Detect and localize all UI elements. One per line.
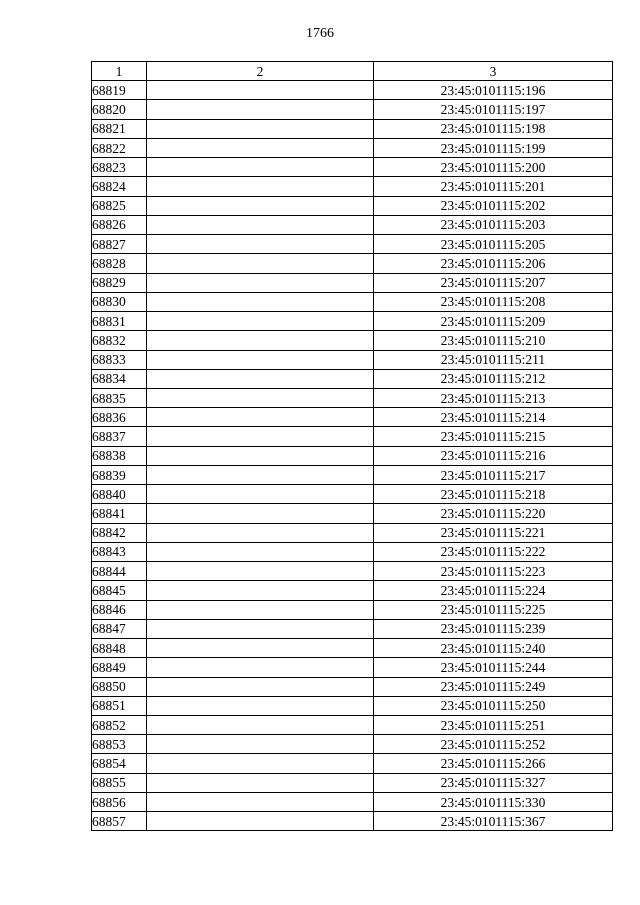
cell-column-2 [147, 542, 374, 561]
cell-cadastral-number: 23:45:0101115:202 [374, 196, 613, 215]
table-row [92, 119, 613, 138]
cell-number: 68825 [92, 196, 147, 215]
cell-column-2 [147, 523, 374, 542]
cell-column-2 [147, 812, 374, 831]
cell-number: 68855 [92, 773, 147, 792]
cell-number: 68830 [92, 292, 147, 311]
column-header-3: 3 [374, 62, 613, 81]
cell-cadastral-number: 23:45:0101115:252 [374, 735, 613, 754]
cell-cadastral-number: 23:45:0101115:217 [374, 465, 613, 484]
data-table [91, 61, 613, 831]
cell-number: 68833 [92, 350, 147, 369]
cell-column-2 [147, 369, 374, 388]
cell-number: 68841 [92, 504, 147, 523]
table-row [92, 292, 613, 311]
table-row [92, 215, 613, 234]
cell-number: 68853 [92, 735, 147, 754]
table-row [92, 812, 613, 831]
cell-column-2 [147, 792, 374, 811]
cell-number: 68837 [92, 427, 147, 446]
cell-cadastral-number: 23:45:0101115:215 [374, 427, 613, 446]
cell-number: 68852 [92, 715, 147, 734]
table-row [92, 600, 613, 619]
cell-column-2 [147, 735, 374, 754]
cell-column-2 [147, 196, 374, 215]
table-row [92, 312, 613, 331]
cell-cadastral-number: 23:45:0101115:250 [374, 696, 613, 715]
cell-column-2 [147, 331, 374, 350]
cell-cadastral-number: 23:45:0101115:222 [374, 542, 613, 561]
cell-column-2 [147, 619, 374, 638]
cell-number: 68821 [92, 119, 147, 138]
cell-cadastral-number: 23:45:0101115:205 [374, 235, 613, 254]
table-row [92, 504, 613, 523]
cell-cadastral-number: 23:45:0101115:330 [374, 792, 613, 811]
table-header [92, 62, 613, 81]
table-row [92, 388, 613, 407]
cell-column-2 [147, 465, 374, 484]
cell-cadastral-number: 23:45:0101115:266 [374, 754, 613, 773]
cell-number: 68857 [92, 812, 147, 831]
table-row [92, 542, 613, 561]
cell-column-2 [147, 427, 374, 446]
cell-cadastral-number: 23:45:0101115:244 [374, 658, 613, 677]
column-header-2: 2 [147, 62, 374, 81]
cell-cadastral-number: 23:45:0101115:196 [374, 81, 613, 100]
cell-column-2 [147, 177, 374, 196]
cell-number: 68836 [92, 408, 147, 427]
cell-cadastral-number: 23:45:0101115:216 [374, 446, 613, 465]
table-row [92, 408, 613, 427]
cell-cadastral-number: 23:45:0101115:210 [374, 331, 613, 350]
cell-column-2 [147, 408, 374, 427]
table-row [92, 523, 613, 542]
cell-number: 68828 [92, 254, 147, 273]
cell-column-2 [147, 138, 374, 157]
cell-cadastral-number: 23:45:0101115:367 [374, 812, 613, 831]
column-header-1: 1 [92, 62, 147, 81]
cell-column-2 [147, 581, 374, 600]
cell-cadastral-number: 23:45:0101115:251 [374, 715, 613, 734]
cell-number: 68843 [92, 542, 147, 561]
cell-column-2 [147, 600, 374, 619]
cell-column-2 [147, 639, 374, 658]
page-number: 1766 [306, 26, 334, 41]
cell-column-2 [147, 215, 374, 234]
cell-number: 68834 [92, 369, 147, 388]
cell-number: 68839 [92, 465, 147, 484]
cell-cadastral-number: 23:45:0101115:213 [374, 388, 613, 407]
table-row [92, 158, 613, 177]
cell-number: 68844 [92, 562, 147, 581]
cell-column-2 [147, 273, 374, 292]
cell-number: 68838 [92, 446, 147, 465]
table-row [92, 658, 613, 677]
table-row [92, 196, 613, 215]
table-row [92, 235, 613, 254]
cell-cadastral-number: 23:45:0101115:206 [374, 254, 613, 273]
table-row [92, 465, 613, 484]
table-row [92, 427, 613, 446]
table-row [92, 177, 613, 196]
header-row [92, 62, 613, 81]
table-row [92, 331, 613, 350]
table-row [92, 562, 613, 581]
cell-cadastral-number: 23:45:0101115:211 [374, 350, 613, 369]
cell-cadastral-number: 23:45:0101115:209 [374, 312, 613, 331]
table-row [92, 485, 613, 504]
cell-number: 68854 [92, 754, 147, 773]
cell-cadastral-number: 23:45:0101115:199 [374, 138, 613, 157]
cell-column-2 [147, 562, 374, 581]
cell-number: 68845 [92, 581, 147, 600]
cell-number: 68829 [92, 273, 147, 292]
cell-number: 68820 [92, 100, 147, 119]
table-row [92, 773, 613, 792]
cell-number: 68842 [92, 523, 147, 542]
cell-cadastral-number: 23:45:0101115:223 [374, 562, 613, 581]
cell-column-2 [147, 292, 374, 311]
table-row [92, 100, 613, 119]
cell-cadastral-number: 23:45:0101115:239 [374, 619, 613, 638]
cell-number: 68850 [92, 677, 147, 696]
cell-number: 68819 [92, 81, 147, 100]
cell-cadastral-number: 23:45:0101115:198 [374, 119, 613, 138]
cell-number: 68827 [92, 235, 147, 254]
cell-number: 68824 [92, 177, 147, 196]
cell-number: 68848 [92, 639, 147, 658]
table-row [92, 735, 613, 754]
table-row [92, 369, 613, 388]
cell-column-2 [147, 119, 374, 138]
cell-cadastral-number: 23:45:0101115:203 [374, 215, 613, 234]
cell-column-2 [147, 485, 374, 504]
table-row [92, 792, 613, 811]
table-row [92, 581, 613, 600]
cell-cadastral-number: 23:45:0101115:212 [374, 369, 613, 388]
cell-column-2 [147, 254, 374, 273]
cell-number: 68856 [92, 792, 147, 811]
table-row [92, 350, 613, 369]
cell-cadastral-number: 23:45:0101115:225 [374, 600, 613, 619]
cell-column-2 [147, 658, 374, 677]
cell-number: 68831 [92, 312, 147, 331]
cell-column-2 [147, 773, 374, 792]
cell-column-2 [147, 754, 374, 773]
cell-column-2 [147, 446, 374, 465]
cell-number: 68822 [92, 138, 147, 157]
table-row [92, 81, 613, 100]
table-row [92, 754, 613, 773]
table-row [92, 273, 613, 292]
table-row [92, 715, 613, 734]
cell-cadastral-number: 23:45:0101115:207 [374, 273, 613, 292]
cell-number: 68823 [92, 158, 147, 177]
table-row [92, 254, 613, 273]
table-row [92, 138, 613, 157]
cell-column-2 [147, 504, 374, 523]
cell-column-2 [147, 158, 374, 177]
cell-cadastral-number: 23:45:0101115:240 [374, 639, 613, 658]
cell-column-2 [147, 677, 374, 696]
cell-number: 68835 [92, 388, 147, 407]
cell-column-2 [147, 312, 374, 331]
cell-number: 68851 [92, 696, 147, 715]
cell-number: 68849 [92, 658, 147, 677]
cell-number: 68846 [92, 600, 147, 619]
cell-number: 68826 [92, 215, 147, 234]
cell-cadastral-number: 23:45:0101115:200 [374, 158, 613, 177]
cell-cadastral-number: 23:45:0101115:208 [374, 292, 613, 311]
table-body [92, 81, 613, 831]
table-row [92, 619, 613, 638]
cell-cadastral-number: 23:45:0101115:197 [374, 100, 613, 119]
cell-column-2 [147, 100, 374, 119]
cell-column-2 [147, 388, 374, 407]
cell-column-2 [147, 81, 374, 100]
cell-number: 68840 [92, 485, 147, 504]
cell-cadastral-number: 23:45:0101115:249 [374, 677, 613, 696]
cell-cadastral-number: 23:45:0101115:201 [374, 177, 613, 196]
cell-number: 68832 [92, 331, 147, 350]
cell-cadastral-number: 23:45:0101115:221 [374, 523, 613, 542]
cell-column-2 [147, 350, 374, 369]
table-row [92, 677, 613, 696]
cell-column-2 [147, 235, 374, 254]
cell-cadastral-number: 23:45:0101115:220 [374, 504, 613, 523]
table-row [92, 696, 613, 715]
cell-cadastral-number: 23:45:0101115:327 [374, 773, 613, 792]
cell-number: 68847 [92, 619, 147, 638]
table-row [92, 446, 613, 465]
cell-column-2 [147, 696, 374, 715]
cell-cadastral-number: 23:45:0101115:218 [374, 485, 613, 504]
cell-cadastral-number: 23:45:0101115:214 [374, 408, 613, 427]
table-row [92, 639, 613, 658]
cell-cadastral-number: 23:45:0101115:224 [374, 581, 613, 600]
cell-column-2 [147, 715, 374, 734]
